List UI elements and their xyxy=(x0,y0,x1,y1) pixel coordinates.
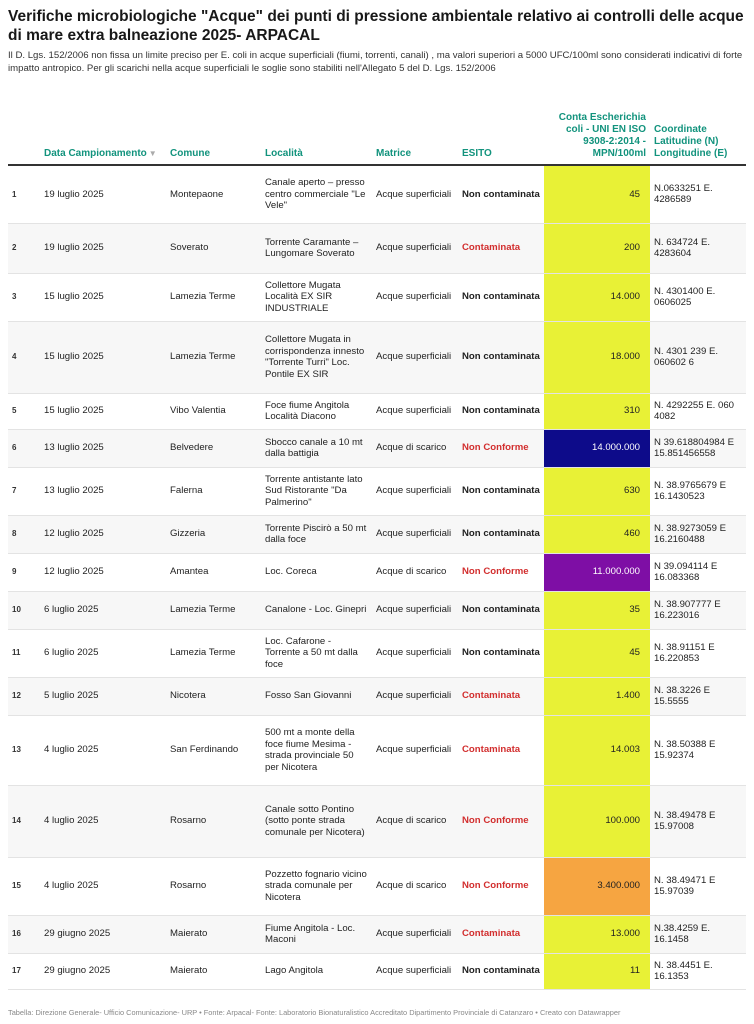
cell-localita: Canalone - Loc. Ginepri xyxy=(261,591,372,629)
row-index: 16 xyxy=(8,915,40,953)
row-index: 4 xyxy=(8,321,40,393)
cell-esito: Contaminata xyxy=(458,677,544,715)
cell-localita: Torrente Piscirò a 50 mt dalla foce xyxy=(261,515,372,553)
cell-data: 15 luglio 2025 xyxy=(40,321,166,393)
column-header-coordinate[interactable]: Coordinate Latitudine (N) Longitudine (E) xyxy=(650,89,746,165)
cell-data: 19 luglio 2025 xyxy=(40,165,166,223)
table-row xyxy=(8,677,746,715)
cell-coordinate: N. 38.9765679 E 16.1430523 xyxy=(650,467,746,515)
cell-localita: Torrente Caramante – Lungomare Soverato xyxy=(261,223,372,273)
cell-data: 5 luglio 2025 xyxy=(40,677,166,715)
row-index: 17 xyxy=(8,953,40,989)
cell-comune: Vibo Valentia xyxy=(166,393,261,429)
cell-localita: 500 mt a monte della foce fiume Mesima - strada provinciale 50 per Nicotera xyxy=(261,715,372,785)
table-row xyxy=(8,165,746,223)
row-index: 6 xyxy=(8,429,40,467)
cell-comune: Rosarno xyxy=(166,857,261,915)
cell-comune: Rosarno xyxy=(166,785,261,857)
cell-esito: Non contaminata xyxy=(458,467,544,515)
cell-coordinate: N 39.618804984 E 15.851456558 xyxy=(650,429,746,467)
cell-data: 4 luglio 2025 xyxy=(40,785,166,857)
cell-comune: San Ferdinando xyxy=(166,715,261,785)
column-header-conta[interactable]: Conta Escherichia coli - UNI EN ISO 9308-2:2014 - MPN/100ml xyxy=(544,89,650,165)
cell-localita: Canale aperto – presso centro commerciale "Le Vele" xyxy=(261,165,372,223)
cell-conta: 45 xyxy=(544,165,650,223)
column-header-matrice[interactable]: Matrice xyxy=(372,89,458,165)
table-row xyxy=(8,429,746,467)
cell-matrice: Acque di scarico xyxy=(372,429,458,467)
cell-matrice: Acque superficiali xyxy=(372,467,458,515)
page-title: Verifiche microbiologiche "Acque" dei punti di pressione ambientale relativo ai controlli delle acque di mare extra balneazione 2025- ARPACAL xyxy=(8,8,744,44)
cell-matrice: Acque superficiali xyxy=(372,915,458,953)
cell-conta: 11 xyxy=(544,953,650,989)
cell-coordinate: N. 4301 239 E. 060602 6 xyxy=(650,321,746,393)
row-index: 12 xyxy=(8,677,40,715)
cell-data: 15 luglio 2025 xyxy=(40,273,166,321)
cell-conta: 1.400 xyxy=(544,677,650,715)
cell-comune: Belvedere xyxy=(166,429,261,467)
cell-conta: 14.003 xyxy=(544,715,650,785)
table-row xyxy=(8,715,746,785)
row-index: 5 xyxy=(8,393,40,429)
row-index: 11 xyxy=(8,629,40,677)
table-row xyxy=(8,591,746,629)
cell-data: 13 luglio 2025 xyxy=(40,467,166,515)
cell-data: 12 luglio 2025 xyxy=(40,553,166,591)
cell-coordinate: N. 38.50388 E 15.92374 xyxy=(650,715,746,785)
cell-comune: Maierato xyxy=(166,915,261,953)
cell-localita: Collettore Mugata in corrispondenza innesto "Torrente Turri" Loc. Pontile EX SIR xyxy=(261,321,372,393)
footer-credits: Tabella: Direzione Generale- Ufficio Comunicazione- URP • Fonte: Arpacal- Fonte: Laboratorio Bionaturalistico Accreditato Dipartimento Provinciale di Catanzaro • Creato con Datawrapper xyxy=(8,1008,621,1017)
cell-comune: Gizzeria xyxy=(166,515,261,553)
row-index: 7 xyxy=(8,467,40,515)
table-body xyxy=(8,165,746,989)
row-index: 15 xyxy=(8,857,40,915)
cell-esito: Contaminata xyxy=(458,223,544,273)
column-header-esito[interactable]: ESITO xyxy=(458,89,544,165)
cell-comune: Nicotera xyxy=(166,677,261,715)
cell-comune: Lamezia Terme xyxy=(166,591,261,629)
cell-matrice: Acque superficiali xyxy=(372,591,458,629)
cell-esito: Non contaminata xyxy=(458,393,544,429)
cell-esito: Non Conforme xyxy=(458,553,544,591)
cell-localita: Sbocco canale a 10 mt dalla battigia xyxy=(261,429,372,467)
table-row xyxy=(8,553,746,591)
cell-esito: Non Conforme xyxy=(458,785,544,857)
cell-matrice: Acque di scarico xyxy=(372,857,458,915)
cell-coordinate: N.0633251 E. 4286589 xyxy=(650,165,746,223)
table-row xyxy=(8,393,746,429)
cell-conta: 18.000 xyxy=(544,321,650,393)
cell-conta: 460 xyxy=(544,515,650,553)
cell-coordinate: N. 634724 E. 4283604 xyxy=(650,223,746,273)
table-row xyxy=(8,953,746,989)
cell-esito: Non contaminata xyxy=(458,321,544,393)
cell-conta: 200 xyxy=(544,223,650,273)
cell-matrice: Acque superficiali xyxy=(372,393,458,429)
description: Il D. Lgs. 152/2006 non fissa un limite preciso per E. coli in acque superficiali (fiumi, torrenti, canali) , ma valori superiori a 5000 UFC/100ml sono considerati indicativi di forte impatto antropico. Per gli scarichi nella acque superficiali le soglie sono stabiliti nell'Allegato 5 del D. Lgs. 152/2006 xyxy=(8,50,743,74)
cell-coordinate: N. 38.49471 E 15.97039 xyxy=(650,857,746,915)
cell-data: 4 luglio 2025 xyxy=(40,857,166,915)
cell-matrice: Acque superficiali xyxy=(372,515,458,553)
cell-comune: Falerna xyxy=(166,467,261,515)
cell-data: 13 luglio 2025 xyxy=(40,429,166,467)
cell-comune: Lamezia Terme xyxy=(166,321,261,393)
cell-conta: 11.000.000 xyxy=(544,553,650,591)
cell-esito: Non contaminata xyxy=(458,953,544,989)
column-header-data-label: Data Campionamento xyxy=(44,148,147,159)
row-index: 2 xyxy=(8,223,40,273)
cell-data: 29 giugno 2025 xyxy=(40,915,166,953)
cell-conta: 14.000.000 xyxy=(544,429,650,467)
row-index: 14 xyxy=(8,785,40,857)
cell-data: 15 luglio 2025 xyxy=(40,393,166,429)
cell-coordinate: N. 4301400 E. 0606025 xyxy=(650,273,746,321)
cell-matrice: Acque superficiali xyxy=(372,273,458,321)
cell-coordinate: N 39.094114 E 16.083368 xyxy=(650,553,746,591)
cell-data: 29 giugno 2025 xyxy=(40,953,166,989)
cell-esito: Non contaminata xyxy=(458,629,544,677)
cell-localita: Fiume Angitola - Loc. Maconi xyxy=(261,915,372,953)
table-row xyxy=(8,915,746,953)
row-index: 13 xyxy=(8,715,40,785)
cell-matrice: Acque superficiali xyxy=(372,165,458,223)
cell-esito: Non Conforme xyxy=(458,429,544,467)
row-index: 1 xyxy=(8,165,40,223)
cell-comune: Lamezia Terme xyxy=(166,629,261,677)
cell-conta: 45 xyxy=(544,629,650,677)
cell-data: 19 luglio 2025 xyxy=(40,223,166,273)
table-row xyxy=(8,223,746,273)
cell-conta: 100.000 xyxy=(544,785,650,857)
cell-matrice: Acque di scarico xyxy=(372,785,458,857)
cell-localita: Pozzetto fognario vicino strada comunale per Nicotera xyxy=(261,857,372,915)
column-header-localita[interactable]: Località xyxy=(261,89,372,165)
cell-comune: Lamezia Terme xyxy=(166,273,261,321)
table-row xyxy=(8,321,746,393)
cell-localita: Foce fiume Angitola Località Diacono xyxy=(261,393,372,429)
row-index: 9 xyxy=(8,553,40,591)
cell-data: 6 luglio 2025 xyxy=(40,629,166,677)
cell-esito: Non contaminata xyxy=(458,273,544,321)
data-table xyxy=(8,89,746,990)
cell-coordinate: N.38.4259 E. 16.1458 xyxy=(650,915,746,953)
table-header-row xyxy=(8,89,746,165)
cell-data: 4 luglio 2025 xyxy=(40,715,166,785)
cell-conta: 630 xyxy=(544,467,650,515)
table-row xyxy=(8,785,746,857)
cell-matrice: Acque superficiali xyxy=(372,953,458,989)
cell-localita: Loc. Coreca xyxy=(261,553,372,591)
cell-comune: Maierato xyxy=(166,953,261,989)
cell-conta: 310 xyxy=(544,393,650,429)
column-header-data[interactable] xyxy=(40,89,166,165)
cell-comune: Amantea xyxy=(166,553,261,591)
row-index: 8 xyxy=(8,515,40,553)
cell-data: 6 luglio 2025 xyxy=(40,591,166,629)
sort-down-icon[interactable]: ▼ xyxy=(148,149,157,158)
cell-localita: Canale sotto Pontino (sotto ponte strada comunale per Nicotera) xyxy=(261,785,372,857)
cell-comune: Soverato xyxy=(166,223,261,273)
cell-localita: Fosso San Giovanni xyxy=(261,677,372,715)
cell-localita: Collettore Mugata Località EX SIR INDUSTRIALE xyxy=(261,273,372,321)
cell-matrice: Acque di scarico xyxy=(372,553,458,591)
table-row xyxy=(8,467,746,515)
cell-matrice: Acque superficiali xyxy=(372,321,458,393)
cell-coordinate: N. 38.3226 E 15.5555 xyxy=(650,677,746,715)
cell-localita: Loc. Cafarone - Torrente a 50 mt dalla foce xyxy=(261,629,372,677)
cell-coordinate: N. 38.907777 E 16.223016 xyxy=(650,591,746,629)
column-header-comune[interactable]: Comune xyxy=(166,89,261,165)
cell-localita: Torrente antistante lato Sud Ristorante "Da Palmerino" xyxy=(261,467,372,515)
cell-matrice: Acque superficiali xyxy=(372,677,458,715)
cell-esito: Contaminata xyxy=(458,715,544,785)
cell-coordinate: N. 38.4451 E. 16.1353 xyxy=(650,953,746,989)
cell-conta: 13.000 xyxy=(544,915,650,953)
cell-coordinate: N. 38.91151 E 16.220853 xyxy=(650,629,746,677)
cell-matrice: Acque superficiali xyxy=(372,223,458,273)
cell-data: 12 luglio 2025 xyxy=(40,515,166,553)
table-row xyxy=(8,273,746,321)
cell-esito: Contaminata xyxy=(458,915,544,953)
table-row xyxy=(8,857,746,915)
cell-matrice: Acque superficiali xyxy=(372,715,458,785)
cell-localita: Lago Angitola xyxy=(261,953,372,989)
cell-esito: Non Conforme xyxy=(458,857,544,915)
cell-esito: Non contaminata xyxy=(458,515,544,553)
cell-esito: Non contaminata xyxy=(458,591,544,629)
cell-coordinate: N. 4292255 E. 060 4082 xyxy=(650,393,746,429)
cell-conta: 14.000 xyxy=(544,273,650,321)
cell-coordinate: N. 38.9273059 E 16.2160488 xyxy=(650,515,746,553)
cell-conta: 3.400.000 xyxy=(544,857,650,915)
cell-coordinate: N. 38.49478 E 15.97008 xyxy=(650,785,746,857)
table-row xyxy=(8,629,746,677)
column-header-index xyxy=(8,89,40,165)
cell-conta: 35 xyxy=(544,591,650,629)
row-index: 3 xyxy=(8,273,40,321)
table-row xyxy=(8,515,746,553)
row-index: 10 xyxy=(8,591,40,629)
cell-comune: Montepaone xyxy=(166,165,261,223)
cell-esito: Non contaminata xyxy=(458,165,544,223)
cell-matrice: Acque superficiali xyxy=(372,629,458,677)
